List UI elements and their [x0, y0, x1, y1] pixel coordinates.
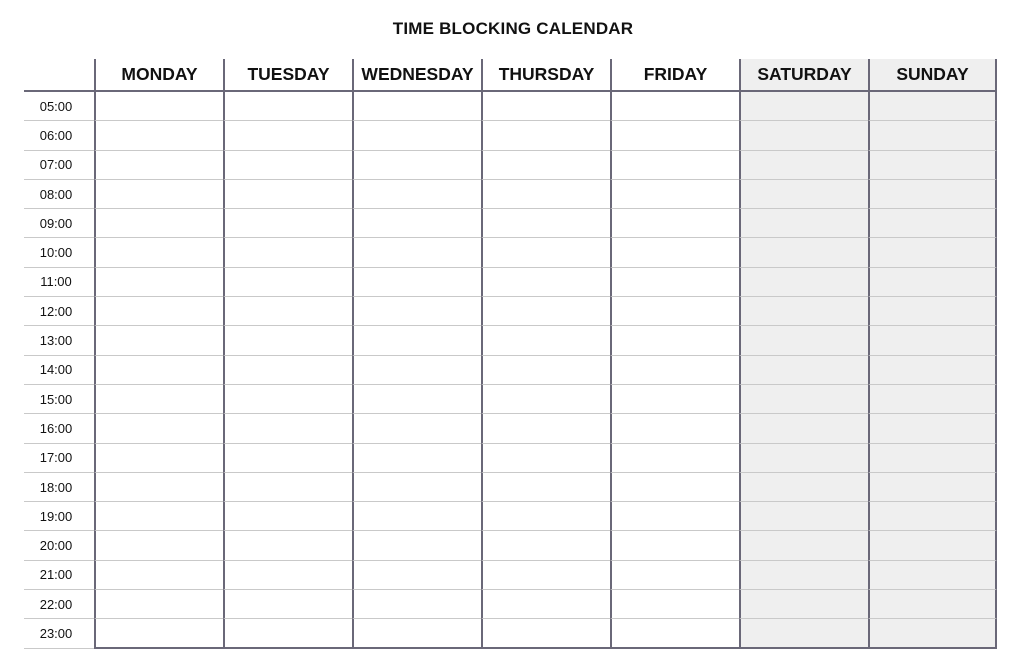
time-slot-tuesday[interactable]: [223, 238, 352, 267]
time-slot-saturday[interactable]: [739, 444, 868, 473]
time-slot-sunday[interactable]: [868, 326, 997, 355]
time-slot-tuesday[interactable]: [223, 531, 352, 560]
time-slot-wednesday[interactable]: [352, 414, 481, 443]
time-label: 09:00: [24, 209, 94, 238]
time-slot-thursday[interactable]: [481, 92, 610, 121]
day-header-tuesday: TUESDAY: [223, 59, 352, 92]
day-header-sunday: SUNDAY: [868, 59, 997, 92]
time-label: 23:00: [24, 619, 94, 648]
day-header-saturday: SATURDAY: [739, 59, 868, 92]
time-slot-thursday[interactable]: [481, 326, 610, 355]
time-slot-friday[interactable]: [610, 92, 739, 121]
time-slot-thursday[interactable]: [481, 561, 610, 590]
time-slot-friday[interactable]: [610, 209, 739, 238]
time-slot-monday[interactable]: [94, 121, 223, 150]
time-slot-friday[interactable]: [610, 180, 739, 209]
time-slot-tuesday[interactable]: [223, 619, 352, 648]
time-slot-saturday[interactable]: [739, 531, 868, 560]
time-slot-wednesday[interactable]: [352, 619, 481, 648]
header-corner: [24, 59, 94, 92]
time-slot-monday[interactable]: [94, 180, 223, 209]
time-slot-saturday[interactable]: [739, 121, 868, 150]
time-slot-sunday[interactable]: [868, 561, 997, 590]
time-slot-wednesday[interactable]: [352, 561, 481, 590]
day-header-wednesday: WEDNESDAY: [352, 59, 481, 92]
time-slot-sunday[interactable]: [868, 180, 997, 209]
time-slot-sunday[interactable]: [868, 473, 997, 502]
time-slot-monday[interactable]: [94, 590, 223, 619]
time-slot-saturday[interactable]: [739, 502, 868, 531]
time-slot-friday[interactable]: [610, 531, 739, 560]
time-slot-saturday[interactable]: [739, 151, 868, 180]
time-slot-thursday[interactable]: [481, 238, 610, 267]
time-slot-saturday[interactable]: [739, 561, 868, 590]
time-label: 22:00: [24, 590, 94, 619]
time-slot-tuesday[interactable]: [223, 180, 352, 209]
time-slot-friday[interactable]: [610, 356, 739, 385]
time-slot-friday[interactable]: [610, 414, 739, 443]
time-slot-wednesday[interactable]: [352, 473, 481, 502]
time-slot-saturday[interactable]: [739, 180, 868, 209]
time-slot-wednesday[interactable]: [352, 238, 481, 267]
time-slot-tuesday[interactable]: [223, 473, 352, 502]
time-slot-saturday[interactable]: [739, 473, 868, 502]
time-slot-sunday[interactable]: [868, 590, 997, 619]
time-slot-monday[interactable]: [94, 444, 223, 473]
time-slot-tuesday[interactable]: [223, 561, 352, 590]
time-slot-friday[interactable]: [610, 297, 739, 326]
time-label: 15:00: [24, 385, 94, 414]
time-slot-thursday[interactable]: [481, 444, 610, 473]
time-slot-tuesday[interactable]: [223, 268, 352, 297]
time-slot-saturday[interactable]: [739, 356, 868, 385]
time-label: 17:00: [24, 444, 94, 473]
time-slot-friday[interactable]: [610, 502, 739, 531]
time-slot-tuesday[interactable]: [223, 590, 352, 619]
time-slot-sunday[interactable]: [868, 444, 997, 473]
time-label: 19:00: [24, 502, 94, 531]
time-slot-wednesday[interactable]: [352, 385, 481, 414]
time-slot-thursday[interactable]: [481, 502, 610, 531]
time-slot-sunday[interactable]: [868, 121, 997, 150]
time-slot-monday[interactable]: [94, 531, 223, 560]
time-slot-tuesday[interactable]: [223, 151, 352, 180]
time-label: 11:00: [24, 268, 94, 297]
time-slot-thursday[interactable]: [481, 385, 610, 414]
day-header-friday: FRIDAY: [610, 59, 739, 92]
time-slot-monday[interactable]: [94, 238, 223, 267]
time-slot-wednesday[interactable]: [352, 356, 481, 385]
time-slot-wednesday[interactable]: [352, 297, 481, 326]
time-slot-tuesday[interactable]: [223, 414, 352, 443]
time-label: 13:00: [24, 326, 94, 355]
time-slot-monday[interactable]: [94, 385, 223, 414]
time-label: 14:00: [24, 356, 94, 385]
time-slot-monday[interactable]: [94, 561, 223, 590]
time-slot-monday[interactable]: [94, 151, 223, 180]
time-slot-friday[interactable]: [610, 385, 739, 414]
time-slot-wednesday[interactable]: [352, 590, 481, 619]
time-slot-tuesday[interactable]: [223, 297, 352, 326]
time-slot-monday[interactable]: [94, 297, 223, 326]
time-slot-saturday[interactable]: [739, 92, 868, 121]
time-slot-friday[interactable]: [610, 121, 739, 150]
time-slot-tuesday[interactable]: [223, 502, 352, 531]
time-slot-sunday[interactable]: [868, 502, 997, 531]
time-slot-thursday[interactable]: [481, 209, 610, 238]
time-slot-thursday[interactable]: [481, 619, 610, 648]
time-slot-thursday[interactable]: [481, 180, 610, 209]
time-slot-sunday[interactable]: [868, 92, 997, 121]
time-slot-tuesday[interactable]: [223, 121, 352, 150]
time-slot-sunday[interactable]: [868, 238, 997, 267]
time-slot-sunday[interactable]: [868, 385, 997, 414]
time-slot-friday[interactable]: [610, 238, 739, 267]
time-slot-friday[interactable]: [610, 619, 739, 648]
time-slot-saturday[interactable]: [739, 326, 868, 355]
time-slot-sunday[interactable]: [868, 356, 997, 385]
time-slot-saturday[interactable]: [739, 385, 868, 414]
time-slot-tuesday[interactable]: [223, 209, 352, 238]
time-slot-tuesday[interactable]: [223, 326, 352, 355]
time-slot-thursday[interactable]: [481, 121, 610, 150]
time-slot-saturday[interactable]: [739, 238, 868, 267]
time-slot-saturday[interactable]: [739, 590, 868, 619]
time-slot-thursday[interactable]: [481, 531, 610, 560]
time-slot-saturday[interactable]: [739, 619, 868, 648]
page-title: TIME BLOCKING CALENDAR: [392, 19, 634, 38]
time-slot-friday[interactable]: [610, 561, 739, 590]
time-slot-monday[interactable]: [94, 268, 223, 297]
time-blocking-grid: [24, 59, 997, 649]
time-slot-wednesday[interactable]: [352, 180, 481, 209]
time-label: 16:00: [24, 414, 94, 443]
time-slot-thursday[interactable]: [481, 151, 610, 180]
time-slot-wednesday[interactable]: [352, 326, 481, 355]
time-slot-wednesday[interactable]: [352, 121, 481, 150]
time-slot-friday[interactable]: [610, 268, 739, 297]
time-slot-monday[interactable]: [94, 92, 223, 121]
time-slot-monday[interactable]: [94, 356, 223, 385]
time-label: 21:00: [24, 561, 94, 590]
time-label: 07:00: [24, 151, 94, 180]
day-header-thursday: THURSDAY: [481, 59, 610, 92]
time-slot-wednesday[interactable]: [352, 151, 481, 180]
time-slot-monday[interactable]: [94, 414, 223, 443]
time-slot-thursday[interactable]: [481, 590, 610, 619]
time-slot-wednesday[interactable]: [352, 268, 481, 297]
time-slot-sunday[interactable]: [868, 268, 997, 297]
time-slot-saturday[interactable]: [739, 209, 868, 238]
time-label: 18:00: [24, 473, 94, 502]
day-header-monday: MONDAY: [94, 59, 223, 92]
time-slot-tuesday[interactable]: [223, 356, 352, 385]
time-slot-wednesday[interactable]: [352, 92, 481, 121]
time-slot-thursday[interactable]: [481, 297, 610, 326]
time-label: 10:00: [24, 238, 94, 267]
time-slot-friday[interactable]: [610, 326, 739, 355]
time-slot-tuesday[interactable]: [223, 385, 352, 414]
time-slot-sunday[interactable]: [868, 619, 997, 648]
time-slot-wednesday[interactable]: [352, 209, 481, 238]
time-slot-saturday[interactable]: [739, 268, 868, 297]
time-slot-sunday[interactable]: [868, 297, 997, 326]
time-label: 05:00: [24, 92, 94, 121]
time-slot-saturday[interactable]: [739, 414, 868, 443]
time-slot-thursday[interactable]: [481, 356, 610, 385]
time-slot-thursday[interactable]: [481, 473, 610, 502]
time-slot-monday[interactable]: [94, 473, 223, 502]
time-label: 06:00: [24, 121, 94, 150]
time-label: 08:00: [24, 180, 94, 209]
time-slot-sunday[interactable]: [868, 209, 997, 238]
time-slot-monday[interactable]: [94, 502, 223, 531]
time-slot-sunday[interactable]: [868, 531, 997, 560]
time-slot-friday[interactable]: [610, 151, 739, 180]
time-slot-friday[interactable]: [610, 444, 739, 473]
time-slot-tuesday[interactable]: [223, 444, 352, 473]
time-slot-wednesday[interactable]: [352, 502, 481, 531]
time-label: 20:00: [24, 531, 94, 560]
time-slot-thursday[interactable]: [481, 414, 610, 443]
time-label: 12:00: [24, 297, 94, 326]
time-slot-saturday[interactable]: [739, 297, 868, 326]
time-slot-wednesday[interactable]: [352, 531, 481, 560]
time-slot-thursday[interactable]: [481, 268, 610, 297]
time-slot-sunday[interactable]: [868, 414, 997, 443]
time-slot-friday[interactable]: [610, 473, 739, 502]
time-slot-wednesday[interactable]: [352, 444, 481, 473]
time-slot-friday[interactable]: [610, 590, 739, 619]
time-slot-monday[interactable]: [94, 619, 223, 648]
time-slot-sunday[interactable]: [868, 151, 997, 180]
time-slot-monday[interactable]: [94, 209, 223, 238]
time-slot-tuesday[interactable]: [223, 92, 352, 121]
time-slot-monday[interactable]: [94, 326, 223, 355]
